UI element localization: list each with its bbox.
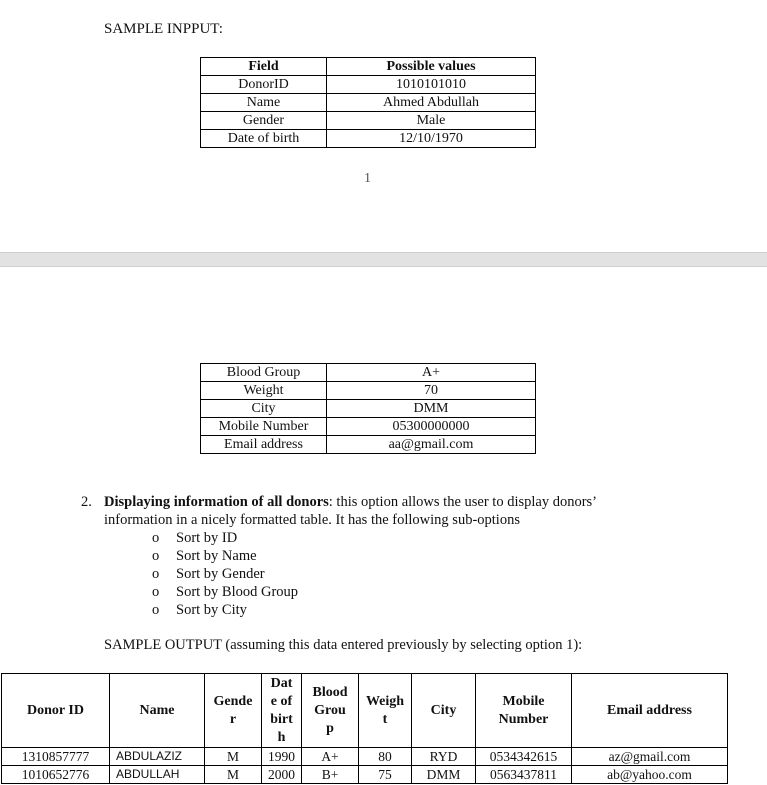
sub-option-label: Sort by Blood Group (176, 584, 299, 600)
email-cell: ab@yahoo.com (572, 766, 728, 784)
table-row (201, 94, 536, 112)
option-2-description (104, 493, 664, 511)
table-row (201, 112, 536, 130)
list-item (152, 565, 298, 583)
donor-id-cell: 1010652776 (2, 766, 110, 784)
table-row (201, 76, 536, 94)
sample-output-heading: SAMPLE OUTPUT (assuming this data entered previously by selecting option 1): (104, 637, 583, 653)
input-table-1 (200, 57, 536, 148)
header-date-of-birth: Dat e of birt h (262, 674, 302, 748)
value-cell: 05300000000 (327, 418, 536, 436)
value-cell: DMM (327, 400, 536, 418)
bullet-icon: o (152, 602, 160, 618)
value-cell: A+ (327, 364, 536, 382)
table-row (201, 364, 536, 382)
field-cell: Weight (201, 382, 327, 400)
sample-input-heading: SAMPLE INPPUT: (104, 21, 223, 37)
bullet-icon: o (152, 548, 160, 564)
gender-cell: M (205, 766, 262, 784)
table-header-row (201, 58, 536, 76)
bullet-icon: o (152, 566, 160, 582)
blood-group-cell: A+ (302, 748, 359, 766)
option-2-text-line-2: information in a nicely formatted table. It has the following sub-options (104, 512, 520, 528)
sub-option-label: Sort by City (176, 602, 247, 618)
field-cell: Mobile Number (201, 418, 327, 436)
output-header-row (2, 674, 728, 748)
header-weight: Weigh t (359, 674, 412, 748)
option-2-text-line-1: : this option allows the user to display donors’ (328, 494, 598, 510)
value-cell: aa@gmail.com (327, 436, 536, 454)
city-cell: RYD (412, 748, 476, 766)
page-number: 1 (364, 171, 371, 186)
header-donor-id: Donor ID (2, 674, 110, 748)
header-city: City (412, 674, 476, 748)
header-blood-group: Blood Grou p (302, 674, 359, 748)
mobile-cell: 0563437811 (476, 766, 572, 784)
dob-cell: 2000 (262, 766, 302, 784)
value-cell: Ahmed Abdullah (327, 94, 536, 112)
header-possible-values: Possible values (327, 58, 536, 76)
page-separator (0, 252, 767, 267)
bullet-icon: o (152, 530, 160, 546)
table-row (201, 400, 536, 418)
option-number: 2. (81, 494, 92, 510)
field-cell: Gender (201, 112, 327, 130)
header-field: Field (201, 58, 327, 76)
mobile-cell: 0534342615 (476, 748, 572, 766)
field-cell: Date of birth (201, 130, 327, 148)
field-cell: Email address (201, 436, 327, 454)
table-row (201, 418, 536, 436)
sub-option-label: Sort by Gender (176, 566, 265, 582)
blood-group-cell: B+ (302, 766, 359, 784)
value-cell: 70 (327, 382, 536, 400)
table-row (201, 436, 536, 454)
list-item (152, 529, 298, 547)
table-row (2, 766, 728, 784)
list-item (152, 601, 298, 619)
name-cell: ABDULLAH (110, 766, 205, 784)
dob-cell: 1990 (262, 748, 302, 766)
gender-cell: M (205, 748, 262, 766)
field-cell: Name (201, 94, 327, 112)
value-cell: Male (327, 112, 536, 130)
value-cell: 1010101010 (327, 76, 536, 94)
field-cell: DonorID (201, 76, 327, 94)
output-table (1, 673, 728, 784)
value-cell: 12/10/1970 (327, 130, 536, 148)
city-cell: DMM (412, 766, 476, 784)
bullet-icon: o (152, 584, 160, 600)
header-name: Name (110, 674, 205, 748)
header-mobile-number: Mobile Number (476, 674, 572, 748)
field-cell: Blood Group (201, 364, 327, 382)
weight-cell: 75 (359, 766, 412, 784)
header-gender: Gende r (205, 674, 262, 748)
field-cell: City (201, 400, 327, 418)
sub-option-label: Sort by ID (176, 530, 238, 546)
sub-options-list (152, 529, 298, 619)
table-row (2, 748, 728, 766)
email-cell: az@gmail.com (572, 748, 728, 766)
sub-option-label: Sort by Name (176, 548, 257, 564)
table-row (201, 130, 536, 148)
name-cell: ABDULAZIZ (110, 748, 205, 766)
weight-cell: 80 (359, 748, 412, 766)
header-email-address: Email address (572, 674, 728, 748)
list-item (152, 583, 298, 601)
option-2-title: Displaying information of all donors (104, 494, 329, 510)
list-item (152, 547, 298, 565)
input-table-2 (200, 363, 536, 454)
table-row (201, 382, 536, 400)
page-1 (0, 0, 767, 252)
donor-id-cell: 1310857777 (2, 748, 110, 766)
